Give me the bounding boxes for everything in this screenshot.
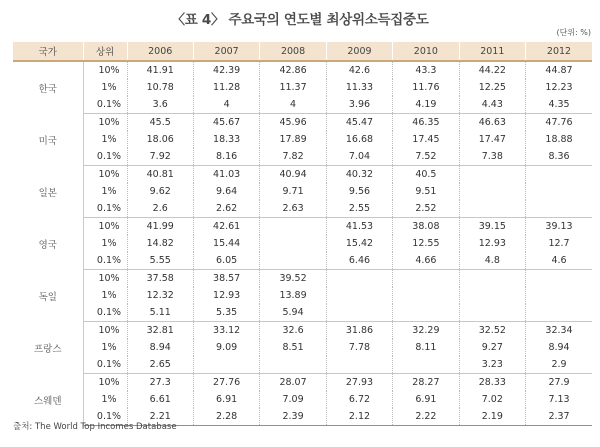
value-cell: 14.82 [127,235,193,252]
value-cell: 4 [193,96,259,114]
value-cell [260,252,326,270]
value-cell [459,270,525,288]
value-cell [326,356,392,374]
value-cell: 41.53 [326,218,392,236]
value-cell: 8.51 [260,339,326,356]
value-cell: 11.33 [326,79,392,96]
table-row [13,374,592,392]
value-cell: 2.37 [526,408,592,426]
country-cell: 일본 [13,166,83,218]
value-cell: 8.94 [526,339,592,356]
header-cell: 국가 [13,42,83,61]
rank-cell: 1% [101,290,117,301]
value-cell: 3.96 [326,96,392,114]
value-cell [459,166,525,184]
value-cell: 2.55 [326,200,392,218]
table-row [13,287,592,304]
value-cell: 2.39 [260,408,326,426]
value-cell: 9.62 [127,183,193,200]
value-cell: 13.89 [260,287,326,304]
value-cell: 6.91 [193,391,259,408]
value-cell: 9.27 [459,339,525,356]
value-cell: 4 [260,96,326,114]
header-cell: 상위 [83,42,127,61]
value-cell: 40.94 [260,166,326,184]
table-row [13,166,592,184]
table-row [13,96,592,114]
value-cell [326,270,392,288]
value-cell: 15.42 [326,235,392,252]
value-cell: 31.86 [326,322,392,340]
value-cell [326,304,392,322]
rank-cell: 10% [98,65,120,76]
value-cell: 46.35 [393,114,459,132]
rank-cell: 1% [101,82,117,93]
country-cell: 독일 [13,270,83,322]
income-concentration-table [13,42,592,426]
value-cell: 27.93 [326,374,392,392]
value-cell: 33.12 [193,322,259,340]
value-cell [526,287,592,304]
table-row [13,79,592,96]
value-cell: 7.52 [393,148,459,166]
value-cell [260,356,326,374]
rank-cell: 1% [101,238,117,249]
value-cell [193,356,259,374]
value-cell: 38.08 [393,218,459,236]
rank-cell: 1% [101,134,117,145]
value-cell: 41.91 [127,61,193,79]
rank-cell: 0.1% [83,148,127,166]
value-cell: 12.7 [526,235,592,252]
country-cell: 한국 [13,61,83,114]
rank-cell: 1% [101,342,117,353]
value-cell: 42.6 [326,61,392,79]
value-cell: 5.94 [260,304,326,322]
value-cell: 41.99 [127,218,193,236]
header-cell: 2010 [393,42,459,61]
value-cell: 4.19 [393,96,459,114]
value-cell: 41.03 [193,166,259,184]
table-row [13,114,592,132]
value-cell: 3.23 [459,356,525,374]
value-cell: 40.81 [127,166,193,184]
value-cell: 18.06 [127,131,193,148]
value-cell: 2.19 [459,408,525,426]
table-row [13,322,592,340]
value-cell: 7.13 [526,391,592,408]
value-cell: 39.15 [459,218,525,236]
value-cell [459,287,525,304]
header-cell: 2009 [326,42,392,61]
rank-cell: 0.1% [83,356,127,374]
value-cell: 46.63 [459,114,525,132]
value-cell: 10.78 [127,79,193,96]
value-cell: 4.66 [393,252,459,270]
value-cell: 18.33 [193,131,259,148]
value-cell: 7.04 [326,148,392,166]
value-cell: 18.88 [526,131,592,148]
rank-cell: 0.1% [83,304,127,322]
country-cell: 스웨덴 [13,374,83,426]
value-cell: 4.35 [526,96,592,114]
value-cell: 12.55 [393,235,459,252]
value-cell: 17.47 [459,131,525,148]
unit-label: (단위: %) [556,28,591,37]
value-cell [526,183,592,200]
value-cell: 44.22 [459,61,525,79]
value-cell: 28.33 [459,374,525,392]
rank-cell: 0.1% [83,252,127,270]
value-cell: 7.38 [459,148,525,166]
value-cell: 45.67 [193,114,259,132]
table-row [13,356,592,374]
value-cell: 15.44 [193,235,259,252]
rank-cell: 10% [98,273,120,284]
value-cell: 7.82 [260,148,326,166]
value-cell: 12.32 [127,287,193,304]
value-cell: 7.92 [127,148,193,166]
value-cell: 27.9 [526,374,592,392]
header-cell: 2007 [193,42,259,61]
value-cell: 11.28 [193,79,259,96]
value-cell: 27.76 [193,374,259,392]
rank-cell: 10% [98,117,120,128]
value-cell: 2.62 [193,200,259,218]
table-row [13,252,592,270]
table-row [13,131,592,148]
country-cell: 프랑스 [13,322,83,374]
value-cell: 39.13 [526,218,592,236]
value-cell [459,304,525,322]
value-cell [393,270,459,288]
table-row [13,61,592,79]
table-title: 〈표 4〉 주요국의 연도별 최상위소득집중도 [171,12,429,28]
header-cell: 2011 [459,42,525,61]
value-cell: 9.64 [193,183,259,200]
value-cell: 6.05 [193,252,259,270]
value-cell: 3.6 [127,96,193,114]
value-cell: 7.78 [326,339,392,356]
table-row [13,339,592,356]
value-cell: 5.55 [127,252,193,270]
table-row [13,148,592,166]
value-cell: 16.68 [326,131,392,148]
value-cell: 32.81 [127,322,193,340]
value-cell: 4.8 [459,252,525,270]
value-cell: 32.52 [459,322,525,340]
table-row [13,235,592,252]
value-cell [526,200,592,218]
value-cell: 28.07 [260,374,326,392]
value-cell: 2.12 [326,408,392,426]
country-cell: 미국 [13,114,83,166]
rank-cell: 10% [98,325,120,336]
value-cell: 17.89 [260,131,326,148]
value-cell: 8.94 [127,339,193,356]
value-cell: 7.02 [459,391,525,408]
value-cell: 9.51 [393,183,459,200]
value-cell [393,356,459,374]
table-body [13,61,592,426]
value-cell: 6.72 [326,391,392,408]
value-cell [459,200,525,218]
table-header [13,42,592,61]
value-cell: 2.21 [127,408,193,426]
value-cell: 45.96 [260,114,326,132]
value-cell: 2.6 [127,200,193,218]
table-row [13,200,592,218]
value-cell: 2.63 [260,200,326,218]
value-cell: 4.6 [526,252,592,270]
rank-cell: 0.1% [83,408,127,426]
value-cell: 4.43 [459,96,525,114]
value-cell: 8.11 [393,339,459,356]
value-cell: 27.3 [127,374,193,392]
value-cell: 2.52 [393,200,459,218]
value-cell: 44.87 [526,61,592,79]
value-cell: 6.91 [393,391,459,408]
value-cell: 28.27 [393,374,459,392]
value-cell: 6.61 [127,391,193,408]
rank-cell: 1% [101,186,117,197]
rank-cell: 10% [98,169,120,180]
value-cell: 45.47 [326,114,392,132]
table-row [13,391,592,408]
value-cell: 47.76 [526,114,592,132]
value-cell: 9.56 [326,183,392,200]
value-cell: 12.93 [459,235,525,252]
value-cell [260,235,326,252]
value-cell: 38.57 [193,270,259,288]
value-cell: 2.9 [526,356,592,374]
value-cell: 8.16 [193,148,259,166]
value-cell: 40.5 [393,166,459,184]
source-note: 출처: The World Top Incomes Database [13,422,177,432]
value-cell: 39.52 [260,270,326,288]
value-cell [526,270,592,288]
value-cell: 9.71 [260,183,326,200]
table-row [13,183,592,200]
value-cell [393,304,459,322]
header-row [13,42,592,61]
value-cell: 32.6 [260,322,326,340]
value-cell: 2.28 [193,408,259,426]
value-cell [526,304,592,322]
value-cell: 9.09 [193,339,259,356]
rank-cell: 10% [98,377,120,388]
value-cell: 12.23 [526,79,592,96]
value-cell [260,218,326,236]
table-row [13,270,592,288]
value-cell: 32.29 [393,322,459,340]
value-cell: 8.36 [526,148,592,166]
value-cell: 45.5 [127,114,193,132]
table-row [13,304,592,322]
value-cell: 12.93 [193,287,259,304]
table-row [13,218,592,236]
value-cell: 42.86 [260,61,326,79]
header-cell: 2008 [260,42,326,61]
value-cell: 32.34 [526,322,592,340]
value-cell [459,183,525,200]
value-cell: 42.61 [193,218,259,236]
rank-cell: 10% [98,221,120,232]
value-cell: 2.22 [393,408,459,426]
rank-cell: 0.1% [83,200,127,218]
value-cell: 5.11 [127,304,193,322]
value-cell: 6.46 [326,252,392,270]
value-cell: 17.45 [393,131,459,148]
value-cell: 2.65 [127,356,193,374]
value-cell: 42.39 [193,61,259,79]
country-cell: 영국 [13,218,83,270]
value-cell: 40.32 [326,166,392,184]
rank-cell: 1% [101,394,117,405]
value-cell [326,287,392,304]
value-cell: 37.58 [127,270,193,288]
value-cell: 5.35 [193,304,259,322]
value-cell: 43.3 [393,61,459,79]
value-cell: 7.09 [260,391,326,408]
value-cell [526,166,592,184]
value-cell: 12.25 [459,79,525,96]
value-cell: 11.37 [260,79,326,96]
rank-cell: 0.1% [83,96,127,114]
header-cell: 2012 [526,42,592,61]
header-cell: 2006 [127,42,193,61]
value-cell: 11.76 [393,79,459,96]
value-cell [393,287,459,304]
